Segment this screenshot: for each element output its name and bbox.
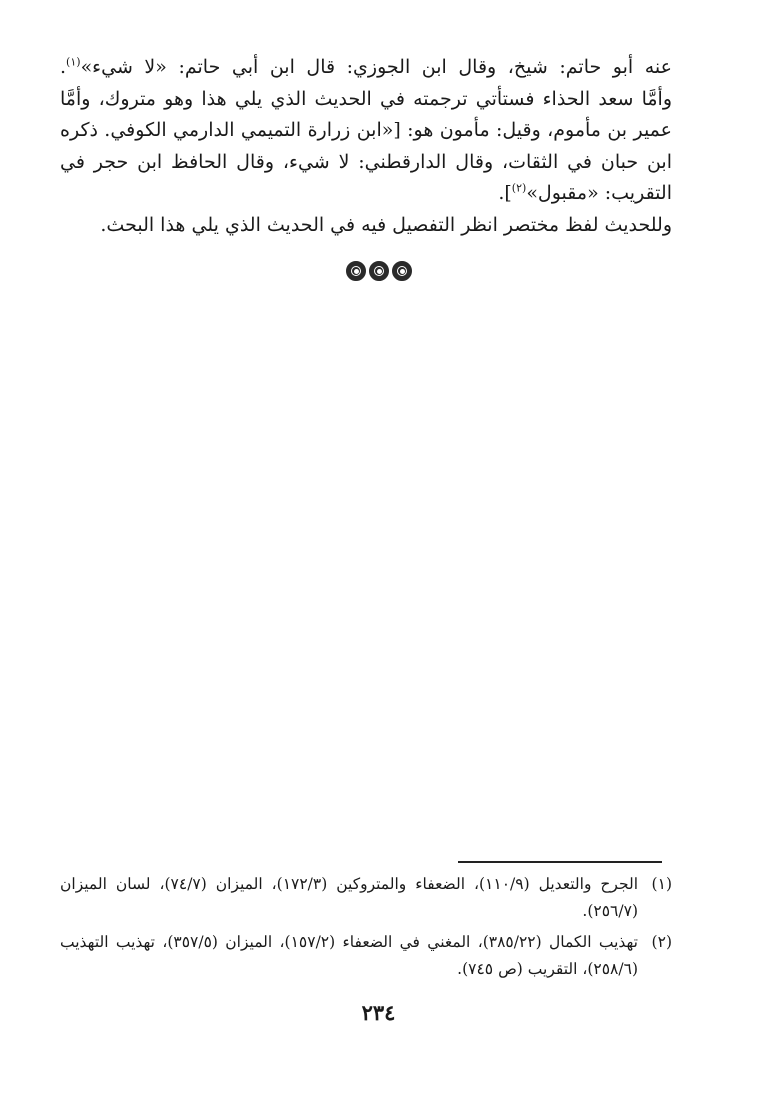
- footnote-number: (٢): [651, 933, 672, 951]
- footnote-text: الجرح والتعديل (١١٠/٩)، الضعفاء والمتروكين (١٧٢/٣)، الميزان (٧٤/٧)، لسان الميزان (٢٥٦/٧).: [60, 875, 638, 920]
- footnotes: [60, 871, 672, 987]
- footnote-divider: [458, 861, 662, 863]
- footnote-number: (١): [651, 875, 672, 893]
- main-text: [60, 52, 672, 241]
- footnote-ref: (١): [66, 55, 81, 69]
- rosette-ornament-icon: [369, 261, 389, 281]
- text-line: ابن حبان في الثقات، وقال الدارقطني: لا شيء، وقال الحافظ ابن حجر في: [60, 150, 672, 173]
- section-ornament: [0, 261, 757, 281]
- text-line: وأمَّا سعد الحذاء فستأتي ترجمته في الحديث الذي يلي هذا وهو متروك، وأمَّا: [60, 87, 672, 110]
- footnote-item: [60, 929, 672, 983]
- footnote-text: تهذيب الكمال (٣٨٥/٢٢)، المغني في الضعفاء (١٥٧/٢)، الميزان (٣٥٧/٥)، تهذيب التهذيب (٢٥٨/٦)، التقريب (ص ٧٤٥).: [60, 933, 638, 978]
- rosette-ornament-icon: [392, 261, 412, 281]
- text-line: عنه أبو حاتم: شيخ، وقال ابن الجوزي: قال ابن أبي حاتم: «لا شيء»$^{(١)}$.: [60, 55, 672, 78]
- text-line: عمير بن مأموم، وقيل: مأمون هو: [«ابن زرارة التميمي الدارمي الكوفي. ذكره: [60, 119, 672, 141]
- rosette-ornament-icon: [346, 261, 366, 281]
- footnote-item: [60, 871, 672, 925]
- text-line: وللحديث لفظ مختصر انظر التفصيل فيه في الحديث الذي يلي هذا البحث.: [100, 213, 672, 236]
- footnote-ref: (٢): [511, 181, 527, 195]
- text-line: التقريب: «مقبول»$^{(٢)}$].: [498, 181, 672, 204]
- page-number: ٢٣٤: [361, 1000, 396, 1025]
